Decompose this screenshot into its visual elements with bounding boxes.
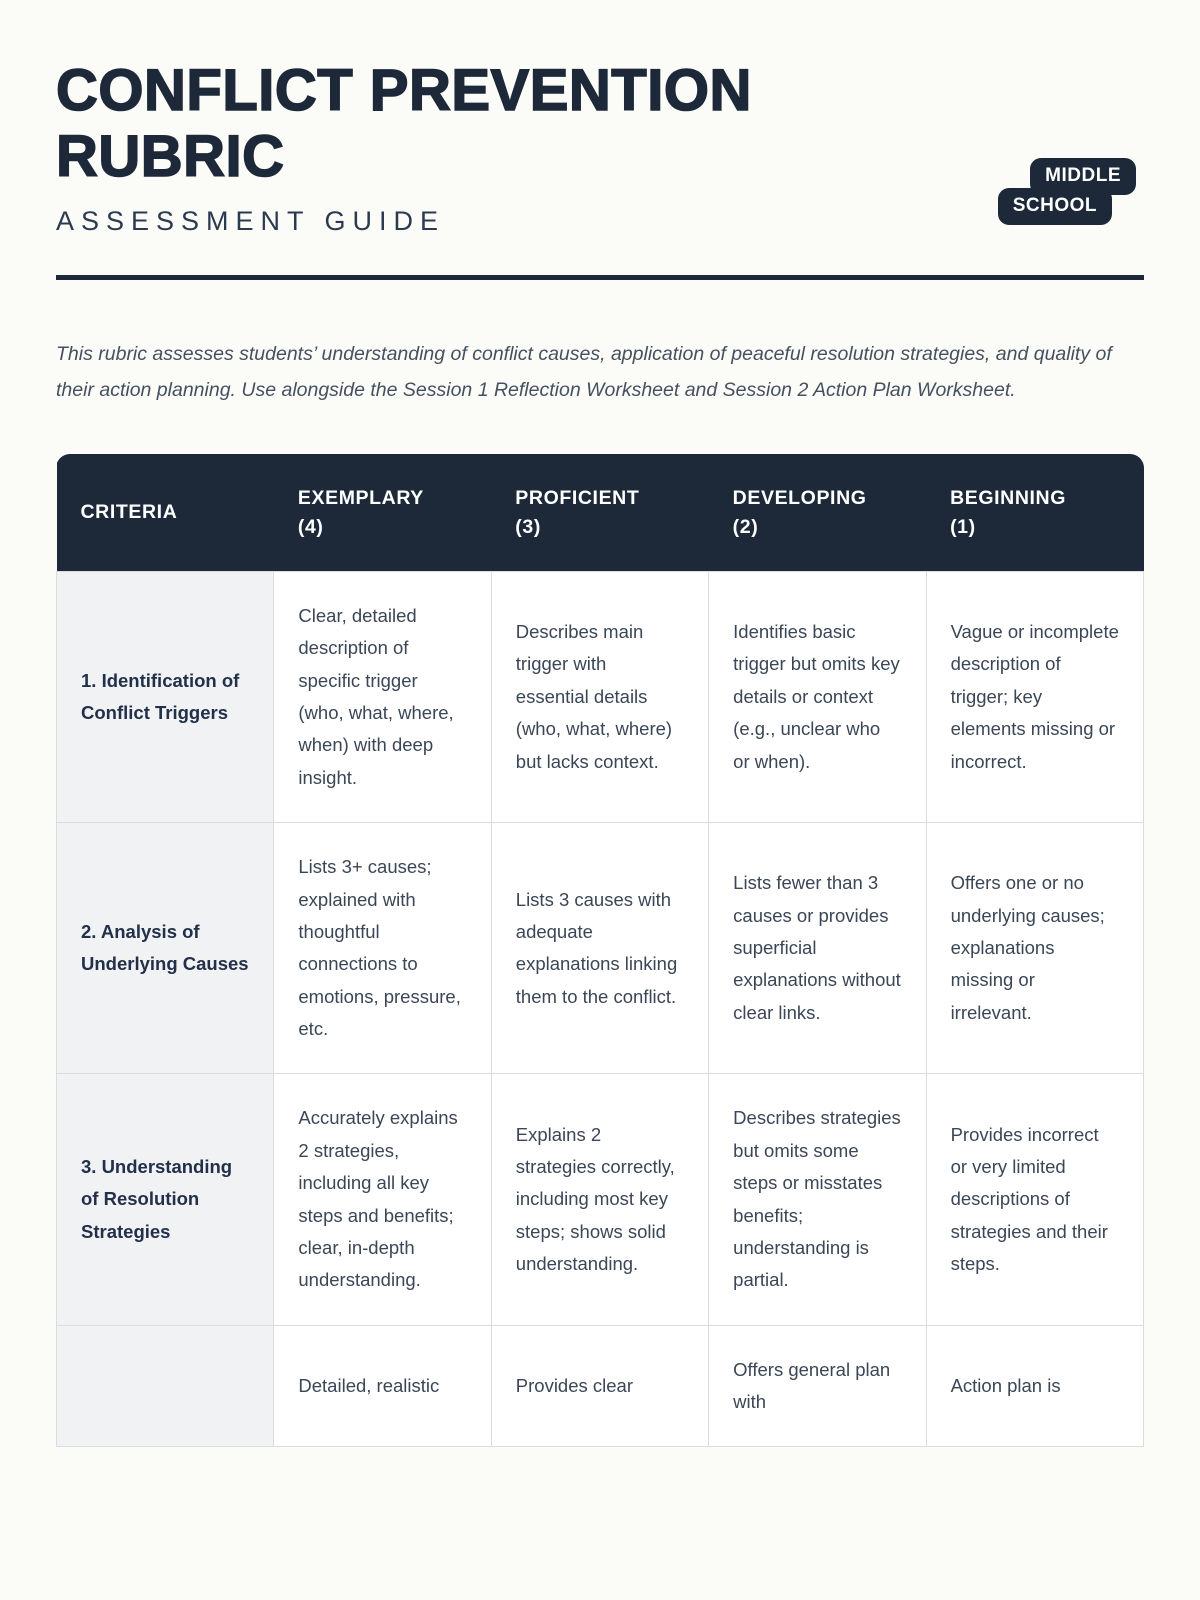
rubric-table-container [56,454,1144,1447]
cell-beginning: Vague or incomplete description of trigger; key elements missing or incorrect. [926,571,1143,822]
page-title-line2: RUBRIC [56,124,285,190]
cell-beginning: Provides incorrect or very limited descriptions of strategies and their steps. [926,1074,1143,1325]
badge-line2: SCHOOL [998,188,1112,225]
cell-proficient: Provides clear [491,1325,708,1447]
page-title-line1: CONFLICT PREVENTION [56,58,752,123]
column-header-exemplary: EXEMPLARY (4) [274,454,491,571]
cell-developing: Lists fewer than 3 causes or provides superficial explanations without clear links. [709,823,926,1074]
cell-exemplary: Accurately explains 2 strategies, including all key steps and benefits; clear, in-depth understanding. [274,1074,491,1325]
badge-line1: MIDDLE [1030,158,1136,195]
rubric-table [56,454,1144,1447]
column-header-beginning: BEGINNING (1) [926,454,1143,571]
column-header-criteria: CRITERIA [57,454,274,571]
cell-beginning: Action plan is [926,1325,1143,1447]
header-row [57,454,1144,571]
intro-paragraph: This rubric assesses students’ understanding of conflict causes, application of peaceful resolution strategies, and quality of their action planning. Use alongside the Session 1 Reflection Worksheet and Session 2 Action Plan Worksheet. [56,343,1112,402]
cell-developing: Identifies basic trigger but omits key details or context (e.g., unclear who or when). [709,571,926,822]
cell-developing: Offers general plan with [709,1325,926,1447]
rubric-table-header [57,454,1144,571]
table-row-strategies [57,1074,1144,1325]
cell-proficient: Explains 2 strategies correctly, including most key steps; shows solid understanding. [491,1074,708,1325]
grade-level-badge [998,158,1136,225]
criteria-cell: 2. Analysis of Underlying Causes [57,823,274,1074]
page-subtitle: ASSESSMENT GUIDE [56,206,446,237]
rubric-table-body [57,571,1144,1447]
cell-proficient: Lists 3 causes with adequate explanations linking them to the conflict. [491,823,708,1074]
table-row-triggers [57,571,1144,822]
criteria-cell: 3. Understanding of Resolution Strategies [57,1074,274,1325]
table-row-action-plan [57,1325,1144,1447]
criteria-cell: 1. Identification of Conflict Triggers [57,571,274,822]
cell-exemplary: Detailed, realistic [274,1325,491,1447]
criteria-cell [57,1325,274,1447]
cell-exemplary: Lists 3+ causes; explained with thoughtful connections to emotions, pressure, etc. [274,823,491,1074]
table-row-causes [57,823,1144,1074]
cell-developing: Describes strategies but omits some steps or misstates benefits; understanding is partial. [709,1074,926,1325]
cell-exemplary: Clear, detailed description of specific trigger (who, what, where, when) with deep insight. [274,571,491,822]
column-header-proficient: PROFICIENT (3) [491,454,708,571]
header-divider [56,275,1144,280]
cell-beginning: Offers one or no underlying causes; explanations missing or irrelevant. [926,823,1143,1074]
page-title [56,58,876,190]
cell-proficient: Describes main trigger with essential details (who, what, where) but lacks context. [491,571,708,822]
column-header-developing: DEVELOPING (2) [709,454,926,571]
